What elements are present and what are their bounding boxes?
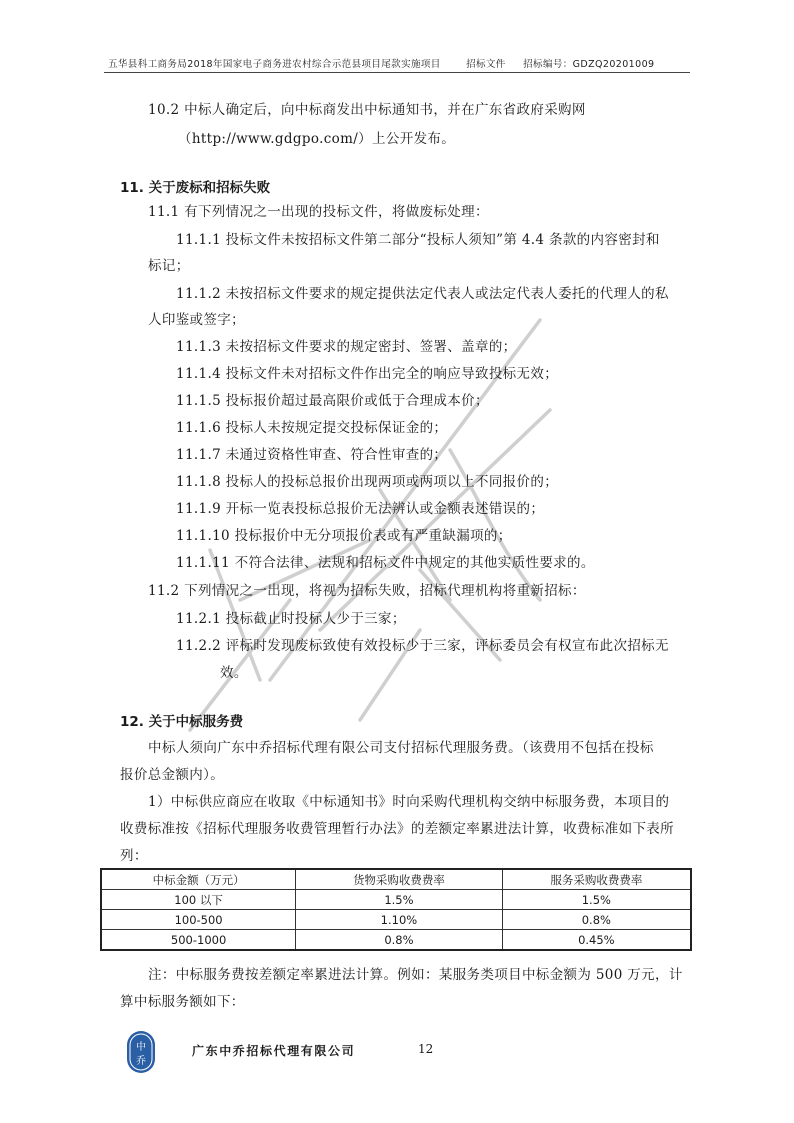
table-row [101, 910, 691, 930]
para-11-2: 11.2 下列情况之一出现，将视为招标失败，招标代理机构将重新招标： [148, 583, 586, 599]
table-header-row [101, 869, 691, 890]
header-doc-type: 招标文件 [466, 59, 506, 70]
para-11-1-6: 11.1.6 投标人未按规定提交投标保证金的； [176, 420, 448, 436]
section-12-heading: 12. 关于中标服务费 [120, 714, 244, 730]
para-11-1-3: 11.1.3 未按招标文件要求的规定密封、签署、盖章的； [176, 339, 517, 355]
table-cell: 0.45% [502, 930, 691, 951]
table-header-cell: 货物采购收费费率 [296, 869, 503, 890]
para-11-2-2-line2: 效。 [220, 665, 248, 681]
para-10-2-line2: （http://www.gdgpo.com/）上公开发布。 [178, 131, 456, 147]
table-cell: 1.5% [296, 890, 503, 910]
svg-text:中: 中 [136, 1042, 146, 1053]
page-header [108, 56, 688, 70]
para-11-1-1-line1: 11.1.1 投标文件未按招标文件第二部分“投标人须知”第 4.4 条款的内容密封和 [176, 232, 660, 248]
note-line1: 注：中标服务费按差额定率累进法计算。例如：某服务类项目中标金额为 500 万元，计 [148, 967, 683, 983]
para-11-1-4: 11.1.4 投标文件未对招标文件作出完全的响应导致投标无效； [176, 366, 559, 382]
para-12-1-line3: 列： [120, 848, 148, 864]
table-cell: 1.10% [296, 910, 503, 930]
para-11-1-8: 11.1.8 投标人的投标总报价出现两项或两项以上不同报价的； [176, 474, 559, 490]
table-cell: 0.8% [502, 910, 691, 930]
para-11-2-2-line1: 11.2.2 评标时发现废标致使有效投标少于三家，评标委员会有权宣布此次招标无 [176, 638, 669, 654]
table-row [101, 890, 691, 910]
para-11-1-11: 11.1.11 不符合法律、法规和招标文件中规定的其他实质性要求的。 [176, 555, 595, 571]
table-row [101, 930, 691, 951]
para-11-1-10: 11.1.10 投标报价中无分项报价表或有严重缺漏项的； [176, 528, 512, 544]
para-11-1-9: 11.1.9 开标一览表投标总报价无法辨认或金额表述错误的； [176, 501, 545, 517]
table-cell: 0.8% [296, 930, 503, 951]
table-header-cell: 服务采购收费费率 [502, 869, 691, 890]
para-11-1-2-line1: 11.1.2 未按招标文件要求的规定提供法定代表人或法定代表人委托的代理人的私 [176, 286, 669, 302]
table-cell: 1.5% [502, 890, 691, 910]
para-12-line2: 报价总金额内）。 [120, 767, 225, 783]
company-logo-icon [126, 1030, 156, 1074]
fee-rate-table [100, 868, 692, 951]
header-divider [104, 72, 690, 73]
para-10-2-line1: 10.2 中标人确定后，向中标商发出中标通知书，并在广东省政府采购网 [148, 102, 586, 118]
para-11-2-1: 11.2.1 投标截止时投标人少于三家； [176, 611, 406, 627]
table-cell: 500-1000 [101, 930, 296, 951]
footer-company-name: 广东中乔招标代理有限公司 [192, 1044, 356, 1058]
note-line2: 算中标服务额如下： [120, 994, 245, 1010]
table-cell: 100 以下 [101, 890, 296, 910]
header-doc-no: 招标编号：GDZQ20201009 [523, 59, 655, 70]
para-12-1-line1: 1）中标供应商应在收取《中标通知书》时向采购代理机构交纳中标服务费，本项目的 [148, 794, 670, 810]
table-header-cell: 中标金额（万元） [101, 869, 296, 890]
para-11-1: 11.1 有下列情况之一出现的投标文件，将做废标处理： [148, 204, 489, 220]
para-12-1-line2: 收费标准按《招标代理服务收费管理暂行办法》的差额定率累进法计算，收费标准如下表所 [120, 821, 674, 837]
para-11-1-7: 11.1.7 未通过资格性审查、符合性审查的； [176, 447, 448, 463]
para-11-1-1-line2: 标记； [148, 258, 190, 274]
table-cell: 100-500 [101, 910, 296, 930]
header-title: 五华县科工商务局2018年国家电子商务进农村综合示范县项目尾款实施项目 [108, 59, 441, 70]
page-number: 12 [418, 1042, 434, 1056]
para-11-1-5: 11.1.5 投标报价超过最高限价或低于合理成本价； [176, 393, 489, 409]
para-12-line1: 中标人须向广东中乔招标代理有限公司支付招标代理服务费。（该费用不包括在投标 [148, 740, 654, 756]
para-11-1-2-line2: 人印鉴或签字； [148, 312, 245, 328]
section-11-heading: 11. 关于废标和招标失败 [120, 180, 271, 196]
svg-text:乔: 乔 [136, 1056, 146, 1067]
